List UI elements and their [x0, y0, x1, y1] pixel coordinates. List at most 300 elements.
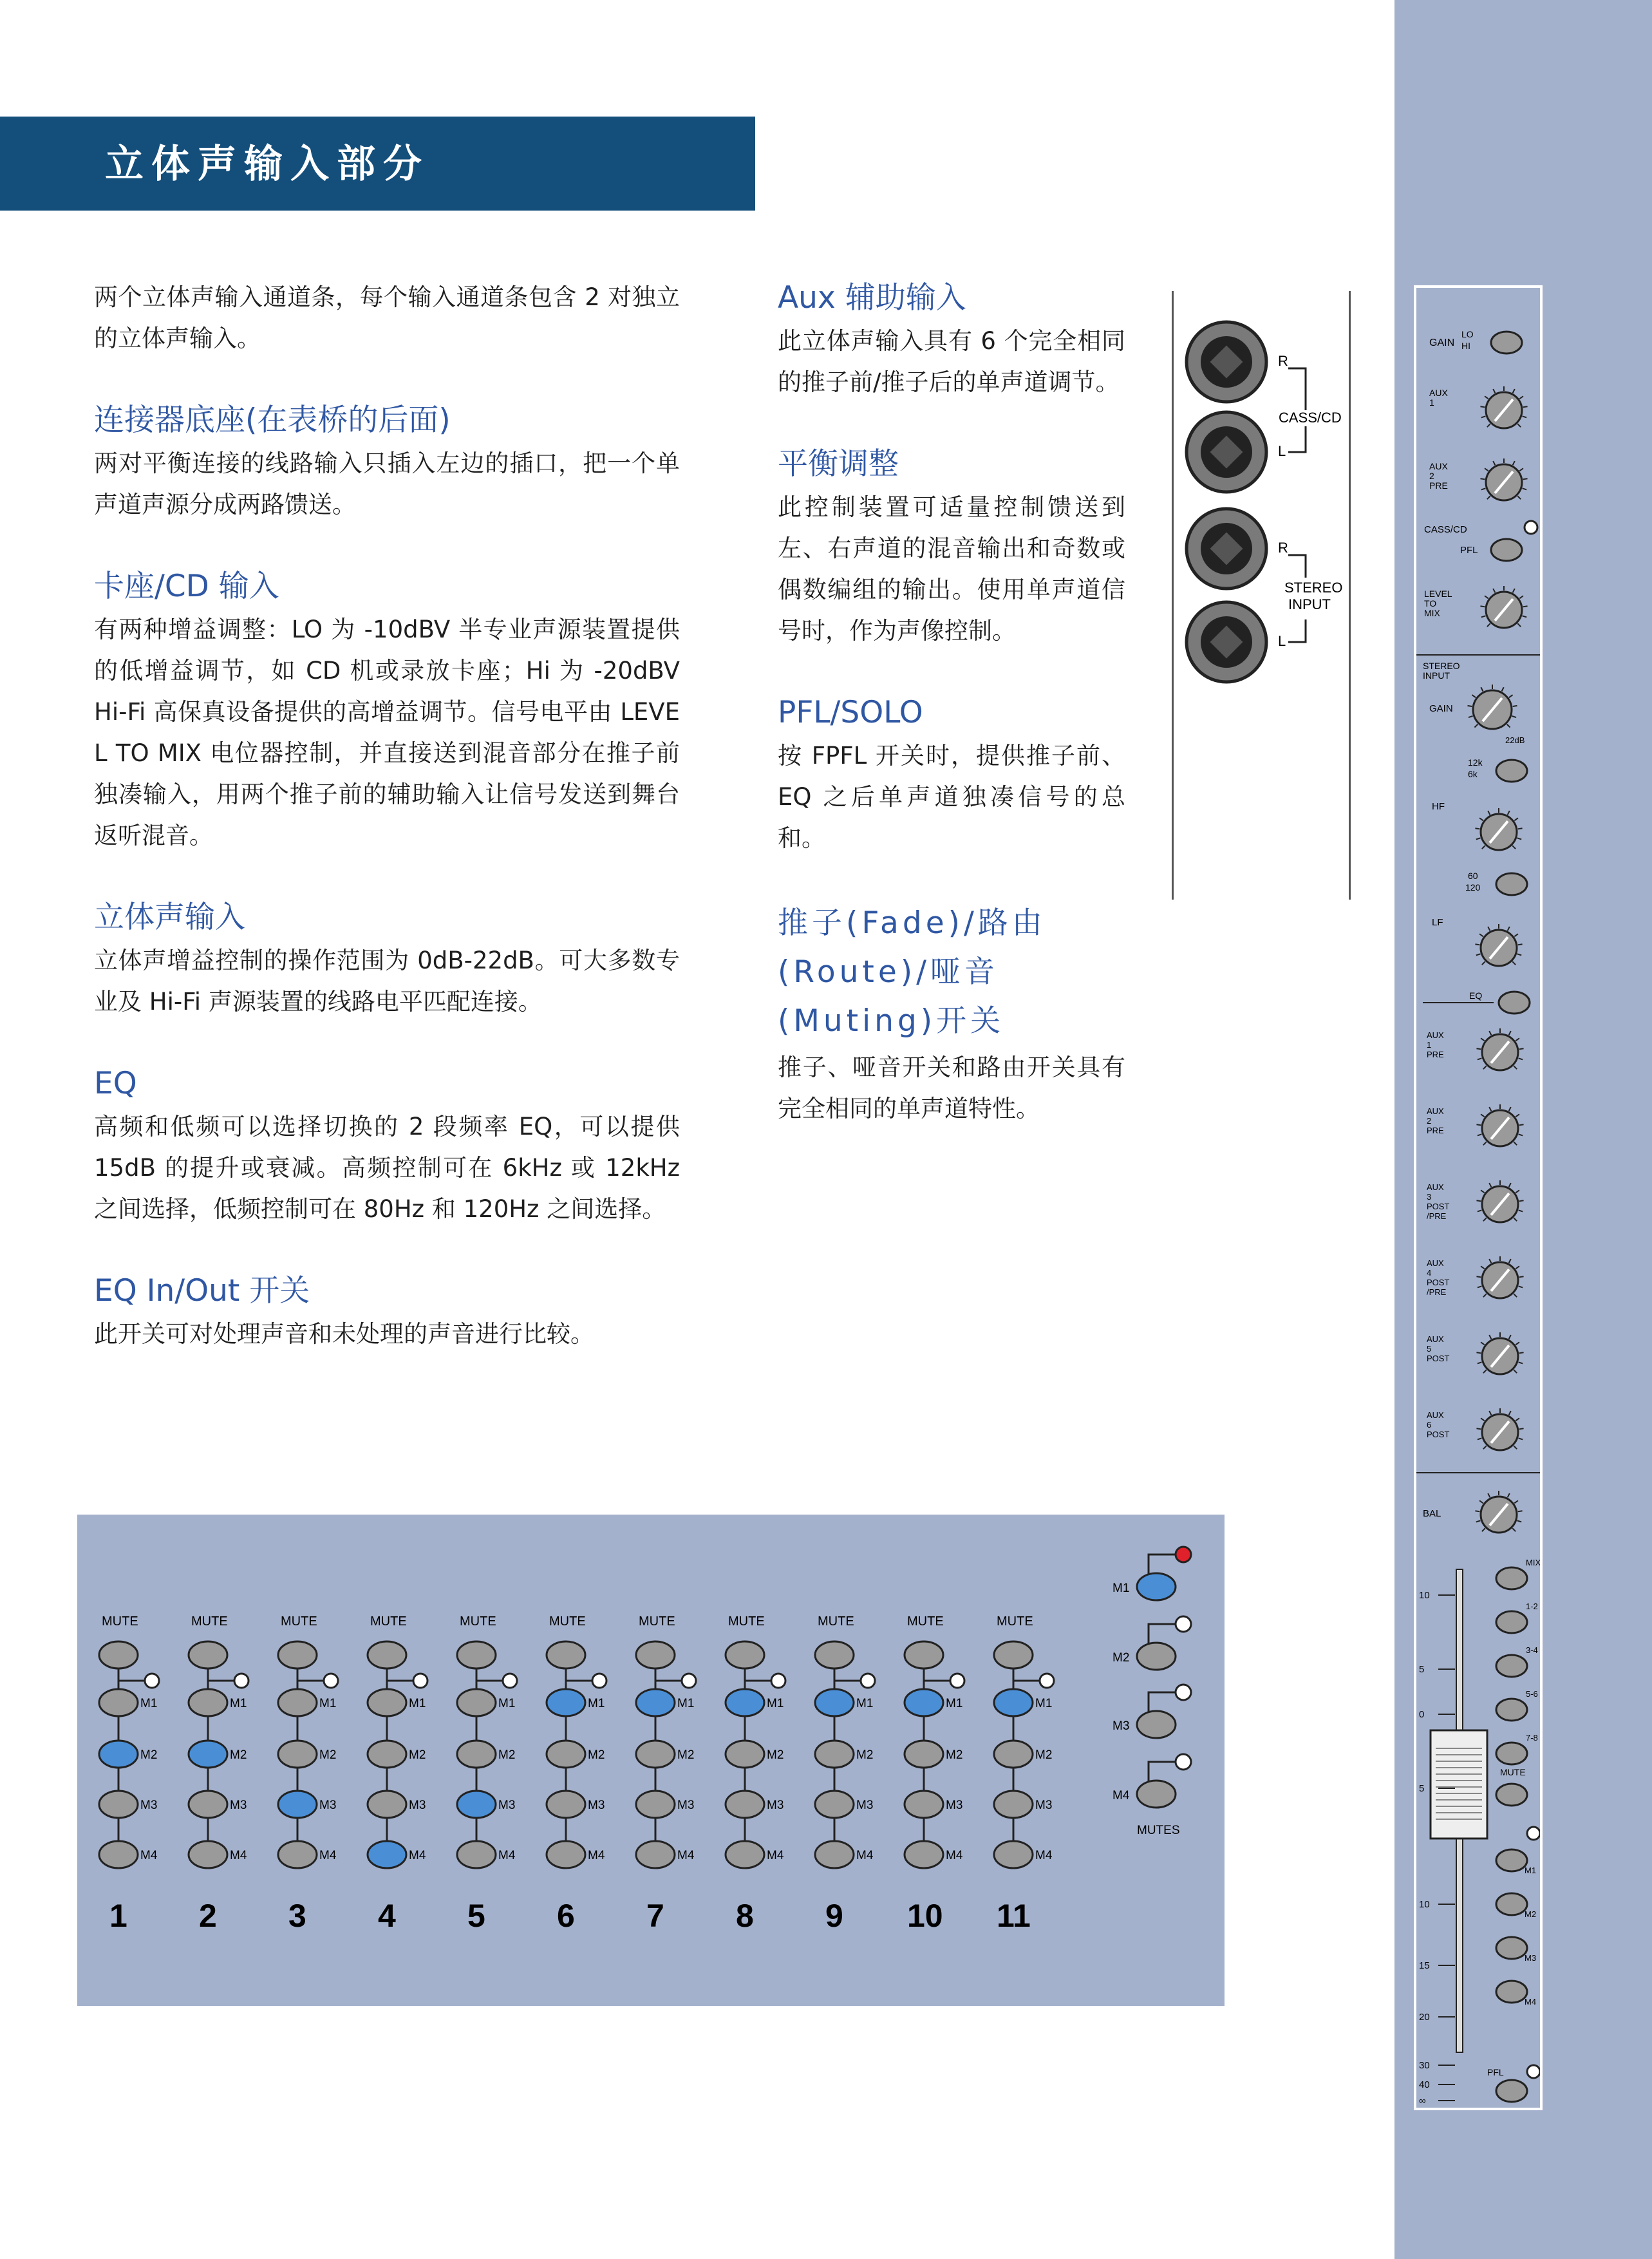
mute-channel-11 [994, 1614, 1054, 1934]
mute-row-label: M4 [498, 1849, 516, 1862]
mute-groups-diagram [77, 1515, 1225, 2006]
mute-row-label: M2 [1035, 1748, 1053, 1762]
jack-cass-l [1187, 412, 1266, 492]
mute-row-label: M1 [230, 1697, 247, 1710]
master-mute-led [1176, 1616, 1191, 1632]
mute-column-label: MUTE [818, 1614, 854, 1629]
mute-row-label: M1 [588, 1697, 605, 1710]
mute-group-switch-m4[interactable] [726, 1841, 764, 1868]
eq-in-out-button[interactable] [1499, 992, 1530, 1014]
mute-group-switch-m3[interactable] [905, 1791, 943, 1818]
strip-label: 2 [1429, 471, 1434, 481]
mute-group-switch-m1[interactable] [368, 1689, 406, 1716]
channel-number: 8 [736, 1898, 754, 1934]
section-body: 立体声增益控制的操作范围为 0dB-22dB。可大多数专业及 Hi-Fi 声源装置的线路电平匹配连接。 [94, 947, 680, 1016]
fader-pfl-button[interactable] [1496, 2080, 1527, 2102]
channel-number: 9 [825, 1898, 843, 1934]
mute-row-label: M4 [1035, 1849, 1053, 1862]
section-heading: PFL/SOLO [778, 695, 923, 730]
aux2-knob[interactable] [1480, 458, 1527, 500]
jacks-svg [1174, 291, 1349, 900]
gain-hi-label: HI [1461, 341, 1470, 351]
cass-cd-label: CASS/CD [1424, 524, 1467, 535]
master-mute-led [1176, 1685, 1191, 1700]
fader-pfl-led [1527, 2065, 1540, 2078]
mute-row-label: M3 [319, 1799, 337, 1812]
strip-label: POST [1427, 1278, 1450, 1287]
mute-led [503, 1674, 517, 1688]
fader-scale-label: 10 [1419, 1899, 1430, 1910]
eq-switch-section [94, 1270, 680, 1355]
mute-row-label: M2 [319, 1748, 337, 1762]
mute-group-switch-m4[interactable] [457, 1841, 496, 1868]
mute-column-label: MUTE [728, 1614, 765, 1629]
cass-pfl-led [1525, 521, 1537, 534]
pfl-label: PFL [1460, 545, 1478, 556]
mute-button[interactable] [368, 1641, 406, 1668]
mute-groups-panel [77, 1515, 1225, 2006]
mute-group-switch-m1[interactable] [457, 1689, 496, 1716]
mute-row-label: M3 [498, 1799, 516, 1812]
mute-column-label: MUTE [102, 1614, 138, 1629]
mute-group-switch-m3[interactable] [278, 1791, 317, 1818]
mute-group-switch-m3[interactable] [815, 1791, 854, 1818]
mute-row-label: M1 [677, 1697, 695, 1710]
strip-label: 4 [1427, 1268, 1432, 1278]
route-1-2-button[interactable] [1496, 1611, 1527, 1633]
mute-row-label: M4 [856, 1849, 874, 1862]
mute-row-label: M1 [1035, 1697, 1053, 1710]
lf-60-label: 60 [1468, 871, 1478, 881]
fader-scale-label: 30 [1419, 2060, 1430, 2071]
section-heading: 卡座/CD 输入 [94, 569, 279, 604]
strip-label: POST [1427, 1202, 1450, 1211]
mute-row-label: M2 [946, 1748, 963, 1762]
mute-group-switch-m3[interactable] [457, 1791, 496, 1818]
aux1-knob[interactable] [1476, 1028, 1523, 1070]
mute-group-switch-m3[interactable] [368, 1791, 406, 1818]
section-heading: Aux 辅助输入 [778, 280, 966, 316]
jack-label-l2: L [1278, 633, 1286, 649]
strip-label: 3 [1427, 1192, 1432, 1202]
stereo-input-section [94, 896, 680, 1023]
mute-group-switch-m2[interactable] [905, 1741, 943, 1768]
mute-group-switch-m1[interactable] [636, 1689, 675, 1716]
mute-channel-1 [99, 1614, 159, 1934]
master-mute-button[interactable] [1137, 1781, 1176, 1808]
fader-scale-label: 5 [1419, 1783, 1425, 1794]
mute-group-switch-m3[interactable] [994, 1791, 1033, 1818]
section-heading: EQ [94, 1066, 137, 1101]
route-5-6-button[interactable] [1496, 1699, 1527, 1721]
section-body: 高频和低频可以选择切换的 2 段频率 EQ，可以提供 15dB 的提升或衰减。高频控制可在 6kHz 或 12kHz 之间选择，低频控制可在 80Hz 和 120Hz 之间选择。 [94, 1113, 680, 1223]
section-heading: EQ In/Out 开关 [94, 1273, 310, 1309]
mute-row-label: M1 [140, 1697, 158, 1710]
strip-mute-group-label: M1 [1525, 1866, 1537, 1875]
mute-led [234, 1674, 249, 1688]
route-7-8-button[interactable] [1496, 1743, 1527, 1764]
mute-group-switch-m1[interactable] [189, 1689, 227, 1716]
channel-number: 2 [199, 1898, 217, 1934]
fader-scale-label: 5 [1419, 1664, 1425, 1675]
eq-section [94, 1063, 680, 1230]
strip-label: AUX [1427, 1182, 1444, 1192]
mute-row-label: M1 [498, 1697, 516, 1710]
mute-row-label: M4 [946, 1849, 963, 1862]
mute-row-label: M3 [677, 1799, 695, 1812]
mute-row-label: M3 [588, 1799, 605, 1812]
strip-mute-group-label: M4 [1525, 1997, 1537, 2007]
mute-column-label: MUTE [460, 1614, 496, 1629]
mute-column-label: MUTE [281, 1614, 317, 1629]
mute-button[interactable] [726, 1641, 764, 1668]
mute-group-switch-m1[interactable] [278, 1689, 317, 1716]
section-heading: 立体声输入 [94, 900, 245, 935]
mute-group-switch-m4[interactable] [368, 1841, 406, 1868]
route-label: 7-8 [1526, 1733, 1538, 1743]
mute-group-switch-m2[interactable] [99, 1741, 138, 1768]
mute-button[interactable] [457, 1641, 496, 1668]
jack-stereo-r [1187, 509, 1266, 589]
lf-label: LF [1432, 917, 1443, 928]
mute-row-label: M4 [677, 1849, 695, 1862]
master-mute-m1 [1112, 1547, 1191, 1600]
fader-scale-label: ∞ [1419, 2095, 1426, 2106]
bal-label: BAL [1423, 1508, 1441, 1519]
mutes-label: MUTES [1137, 1824, 1180, 1837]
section-body: 两对平衡连接的线路输入只插入左边的插口，把一个单声道声源分成两路馈送。 [94, 449, 680, 518]
mute-row-label: M1 [767, 1697, 784, 1710]
master-mute-m3 [1112, 1685, 1191, 1738]
mute-group-switch-m3[interactable] [726, 1791, 764, 1818]
mute-channel-2 [189, 1614, 249, 1934]
mute-group-switch-m2[interactable] [636, 1741, 675, 1768]
mute-led [324, 1674, 338, 1688]
connector-section [94, 399, 680, 525]
hf-label: HF [1432, 801, 1445, 812]
mute-row-label: M2 [767, 1748, 784, 1762]
channel-number: 7 [646, 1898, 664, 1934]
strip-label: AUX [1427, 1334, 1444, 1344]
mute-group-switch-m3[interactable] [189, 1791, 227, 1818]
mute-group-switch-m3[interactable] [636, 1791, 675, 1818]
strip-label: 5 [1427, 1344, 1432, 1354]
stereo-gain-label: GAIN [1429, 703, 1453, 714]
mute-row-label: M1 [319, 1697, 337, 1710]
master-mute-button[interactable] [1137, 1711, 1176, 1738]
strip-mute-group-label: M3 [1525, 1953, 1537, 1963]
left-column [94, 277, 680, 1395]
mute-button[interactable] [99, 1641, 138, 1668]
mute-button[interactable] [636, 1641, 675, 1668]
gain-lo-label: LO [1461, 329, 1474, 339]
channel-number: 10 [907, 1898, 943, 1934]
stereo-input-label-2: INPUT [1288, 596, 1331, 612]
mute-button[interactable] [189, 1641, 227, 1668]
gain-label: GAIN [1429, 337, 1455, 348]
mute-row-label: M3 [856, 1799, 874, 1812]
mute-group-switch-m2[interactable] [368, 1741, 406, 1768]
aux6-knob[interactable] [1476, 1408, 1523, 1450]
intro-text: 两个立体声输入通道条，每个输入通道条包含 2 对独立的立体声输入。 [94, 283, 680, 352]
strip-label: POST [1427, 1430, 1450, 1439]
cass-pfl-button[interactable] [1491, 539, 1522, 561]
route-3-4-button[interactable] [1496, 1655, 1527, 1677]
strip-mute-group-m4[interactable] [1496, 1981, 1527, 2003]
channel-number: 1 [109, 1898, 127, 1934]
strip-label: POST [1427, 1354, 1450, 1363]
mute-group-switch-m4[interactable] [547, 1841, 585, 1868]
fader-scale-label: 20 [1419, 2012, 1430, 2023]
strip-label: AUX [1427, 1030, 1444, 1040]
channel-number: 11 [997, 1898, 1031, 1934]
mute-group-switch-m1[interactable] [905, 1689, 943, 1716]
mute-row-label: M4 [767, 1849, 784, 1862]
strip-label: MIX [1424, 608, 1440, 618]
mute-row-label: M1 [409, 1697, 426, 1710]
mute-led [1040, 1674, 1054, 1688]
mute-led [861, 1674, 875, 1688]
mute-column-label: MUTE [191, 1614, 228, 1629]
master-mute-m4 [1112, 1754, 1191, 1808]
mute-group-switch-m4[interactable] [994, 1841, 1033, 1868]
mute-button[interactable] [278, 1641, 317, 1668]
strip-mute-group-label: M2 [1525, 1909, 1537, 1919]
mute-group-switch-m2[interactable] [815, 1741, 854, 1768]
section-body: 推子、哑音开关和路由开关具有完全相同的单声道特性。 [778, 1054, 1125, 1122]
mute-group-switch-m2[interactable] [457, 1741, 496, 1768]
input-jacks-diagram [1172, 291, 1351, 900]
fader-scale-label: 0 [1419, 1709, 1425, 1720]
mute-channel-6 [547, 1614, 606, 1934]
cass-cd-section [94, 565, 680, 856]
mute-row-label: M4 [409, 1849, 426, 1862]
mute-group-switch-m1[interactable] [994, 1689, 1033, 1716]
section-body: 按 FPFL 开关时，提供推子前、EQ 之后单声道独凑信号的总和。 [778, 742, 1125, 852]
mute-group-switch-m1[interactable] [99, 1689, 138, 1716]
master-mute-m2 [1112, 1616, 1191, 1670]
mute-column-label: MUTE [639, 1614, 675, 1629]
strip-label: INPUT [1423, 670, 1450, 681]
strip-label: AUX [1429, 388, 1448, 398]
mute-row-label: M3 [1035, 1799, 1053, 1812]
mute-row-label: M4 [588, 1849, 605, 1862]
mute-channel-3 [278, 1614, 338, 1934]
strip-label: 1 [1427, 1040, 1432, 1050]
mute-led [682, 1674, 696, 1688]
gain-switch-button[interactable] [1491, 332, 1522, 354]
channel-number: 6 [557, 1898, 575, 1934]
mute-button[interactable] [547, 1641, 585, 1668]
route-label: 1-2 [1526, 1602, 1538, 1611]
mute-column-label: MUTE [907, 1614, 944, 1629]
mute-group-switch-m4[interactable] [905, 1841, 943, 1868]
stereo-gain-knob[interactable] [1467, 685, 1525, 745]
mute-channel-4 [368, 1614, 427, 1934]
aux-section [778, 277, 1125, 403]
mute-group-switch-m3[interactable] [99, 1791, 138, 1818]
mute-row-label: M3 [946, 1799, 963, 1812]
aux5-knob[interactable] [1476, 1332, 1523, 1374]
mute-row-label: M2 [409, 1748, 426, 1762]
strip-label: PRE [1429, 480, 1448, 491]
lf-knob[interactable] [1475, 924, 1522, 966]
strip-label: 6 [1427, 1420, 1432, 1430]
jack-label-r2: R [1278, 540, 1288, 556]
section-body: 此立体声输入具有 6 个完全相同的推子前/推子后的单声道调节。 [778, 327, 1125, 396]
strip-label: AUX [1427, 1410, 1444, 1420]
aux3-knob[interactable] [1476, 1180, 1523, 1222]
hf-6k-label: 6k [1468, 769, 1478, 779]
mute-channel-8 [726, 1614, 785, 1934]
mute-row-label: M4 [319, 1849, 337, 1862]
mute-row-label: M3 [230, 1799, 247, 1812]
mute-group-switch-m2[interactable] [547, 1741, 585, 1768]
mute-group-switch-m2[interactable] [726, 1741, 764, 1768]
mute-button[interactable] [815, 1641, 854, 1668]
right-column [778, 277, 1125, 1169]
channel-strip-diagram [1416, 288, 1540, 2108]
fader-scale-label: 10 [1419, 1590, 1430, 1601]
strip-label: 1 [1429, 397, 1434, 408]
channel-number: 4 [378, 1898, 396, 1934]
strip-label: STEREO [1423, 661, 1460, 671]
aux2-knob[interactable] [1476, 1104, 1523, 1146]
knob-max-label: 22dB [1505, 735, 1525, 745]
eq-label: EQ [1469, 990, 1483, 1001]
stereo-input-label-1: STEREO [1284, 580, 1343, 596]
master-mute-label: M1 [1112, 1582, 1130, 1595]
route-label: MIX [1526, 1558, 1540, 1567]
strip-label: LEVEL [1424, 589, 1452, 599]
mute-row-label: M2 [498, 1748, 516, 1762]
mute-row-label: M1 [856, 1697, 874, 1710]
mute-column-label: MUTE [549, 1614, 586, 1629]
mute-row-label: M3 [140, 1799, 158, 1812]
mute-button[interactable] [994, 1641, 1033, 1668]
fader-cap[interactable] [1431, 1730, 1487, 1838]
strip-label: TO [1424, 598, 1437, 609]
lf-freq-switch[interactable] [1496, 873, 1527, 895]
strip-mute-led [1527, 1827, 1540, 1840]
hf-freq-switch[interactable] [1496, 760, 1527, 782]
mute-row-label: M1 [946, 1697, 963, 1710]
master-mute-button[interactable] [1137, 1573, 1176, 1600]
page-title: 立体声输入部分 [105, 142, 429, 187]
mute-row-label: M2 [588, 1748, 605, 1762]
mute-group-switch-m4[interactable] [278, 1841, 317, 1868]
route-MIX-button[interactable] [1496, 1567, 1527, 1589]
master-mute-label: M2 [1112, 1651, 1130, 1665]
master-mute-button[interactable] [1137, 1643, 1176, 1670]
mute-led [145, 1674, 159, 1688]
strip-mute-group-m3[interactable] [1496, 1937, 1527, 1959]
master-mute-label: M4 [1112, 1789, 1130, 1802]
mute-group-switch-m1[interactable] [726, 1689, 764, 1716]
mute-row-label: M4 [230, 1849, 247, 1862]
mute-channel-7 [636, 1614, 696, 1934]
strip-mute-button[interactable] [1496, 1784, 1527, 1806]
master-mute-label: M3 [1112, 1719, 1130, 1733]
mute-column-label: MUTE [370, 1614, 407, 1629]
strip-label: AUX [1429, 461, 1448, 471]
mute-row-label: M3 [409, 1799, 426, 1812]
fader-route-mute-section [778, 899, 1125, 1130]
route-label: 5-6 [1526, 1689, 1538, 1699]
route-label: 3-4 [1526, 1645, 1538, 1655]
mute-led [771, 1674, 785, 1688]
mute-group-switch-m4[interactable] [99, 1841, 138, 1868]
jack-label-l: L [1278, 443, 1286, 459]
section-heading: 平衡调整 [778, 446, 899, 482]
hf-knob[interactable] [1475, 808, 1522, 850]
mute-row-label: M2 [677, 1748, 695, 1762]
mute-row-label: M3 [767, 1799, 784, 1812]
jack-label-r: R [1278, 353, 1288, 369]
lf-120-label: 120 [1465, 882, 1481, 893]
mute-led [592, 1674, 606, 1688]
section-body: 有两种增益调整：LO 为 -10dBV 半专业声源装置提供的低增益调节，如 CD 机或录放卡座；Hi 为 -20dBV Hi-Fi 高保真设备提供的高增益调节。信号电平由 LEVE L TO MIX 电位器控制，并直接送到混音部分在推子前独凑输入，用两个推子前的辅助输入让信号发送到舞台返听混音。 [94, 616, 680, 849]
aux4-knob[interactable] [1476, 1256, 1523, 1298]
mute-group-switch-m4[interactable] [815, 1841, 854, 1868]
master-mute-led [1176, 1754, 1191, 1770]
intro-section [94, 277, 680, 359]
strip-label: /PRE [1427, 1287, 1447, 1297]
mute-channel-10 [905, 1614, 964, 1934]
strip-label: PRE [1427, 1050, 1444, 1059]
mute-channel-5 [457, 1614, 517, 1934]
hf-12k-label: 12k [1468, 757, 1483, 768]
mute-led [413, 1674, 427, 1688]
mute-column-label: MUTE [997, 1614, 1033, 1629]
mute-row-label: M4 [140, 1849, 158, 1862]
mute-group-switch-m1[interactable] [815, 1689, 854, 1716]
level-to-mix-knob[interactable] [1480, 586, 1527, 628]
strip-label: /PRE [1427, 1211, 1447, 1221]
section-heading: 推子(Fade)/路由(Route)/哑音(Muting)开关 [778, 905, 1046, 1039]
strip-mute-label: MUTE [1500, 1767, 1526, 1777]
mute-group-switch-m3[interactable] [547, 1791, 585, 1818]
aux1-knob[interactable] [1480, 386, 1527, 428]
mute-group-switch-m2[interactable] [189, 1741, 227, 1768]
section-heading: 连接器底座(在表桥的后面) [94, 402, 451, 438]
fader-scale-label: 15 [1419, 1960, 1430, 1971]
channel-number: 5 [467, 1898, 485, 1934]
strip-mute-group-m2[interactable] [1496, 1893, 1527, 1915]
strip-label: PRE [1427, 1126, 1444, 1135]
mute-group-switch-m4[interactable] [189, 1841, 227, 1868]
mute-row-label: M2 [230, 1748, 247, 1762]
mute-row-label: M2 [140, 1748, 158, 1762]
mute-group-switch-m2[interactable] [278, 1741, 317, 1768]
balance-knob[interactable] [1475, 1491, 1522, 1533]
jack-cass-r [1187, 322, 1266, 402]
channel-strip-frame [1414, 285, 1543, 2110]
balance-section [778, 443, 1125, 652]
mute-group-switch-m4[interactable] [636, 1841, 675, 1868]
jack-stereo-l [1187, 602, 1266, 682]
mute-group-switch-m1[interactable] [547, 1689, 585, 1716]
cass-cd-label: CASS/CD [1279, 410, 1342, 426]
strip-mute-group-m1[interactable] [1496, 1849, 1527, 1871]
section-body: 此控制装置可适量控制馈送到左、右声道的混音输出和奇数或偶数编组的输出。使用单声道信号时，作为声像控制。 [778, 493, 1125, 645]
fader-scale-label: 40 [1419, 2079, 1430, 2090]
mute-led [950, 1674, 964, 1688]
mute-button[interactable] [905, 1641, 943, 1668]
mute-group-switch-m2[interactable] [994, 1741, 1033, 1768]
strip-label: AUX [1427, 1106, 1444, 1116]
section-body: 此开关可对处理声音和未处理的声音进行比较。 [94, 1320, 594, 1348]
